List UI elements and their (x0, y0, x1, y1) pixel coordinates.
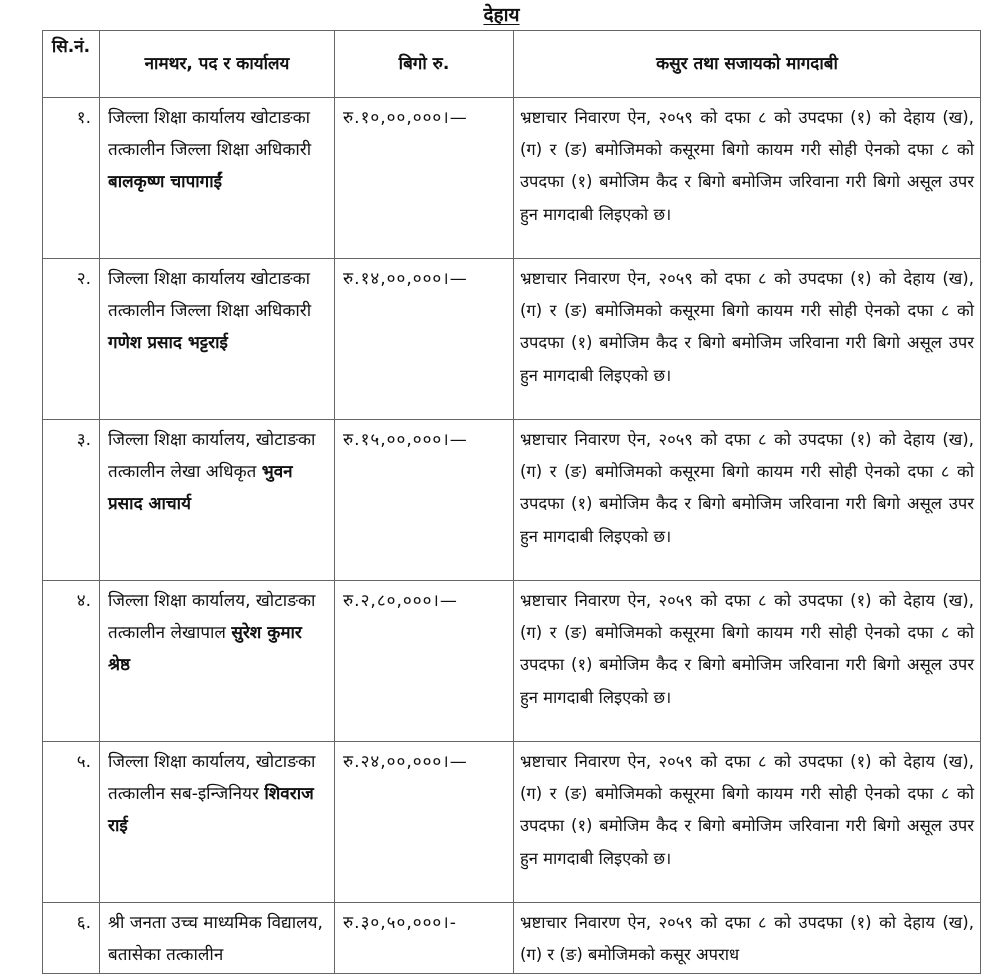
charge-cell: भ्रष्टाचार निवारण ऐन, २०५९ को दफा ८ को उपदफा (१) को देहाय (ख), (ग) र (ङ) बमोजिमको कसूरमा बिगो कायम गरी सोही ऐनको दफा ८ को उपदफा (१) बमोजिम कैद र बिगो बमोजिम जरिवाना गरी बिगो असूल उपर हुन मागदाबी लिइएको छ। (514, 98, 981, 259)
amount-cell: रु.१५,००,०००।— (335, 420, 514, 581)
accused-name-cell (100, 903, 335, 974)
header-serial-number: सि.नं. (43, 31, 100, 98)
accused-name: सुरेश कुमार श्रेष्ठ (108, 623, 302, 675)
charge-cell: भ्रष्टाचार निवारण ऐन, २०५९ को दफा ८ को उपदफा (१) को देहाय (ख), (ग) र (ङ) बमोजिमको कसूर अपराध (514, 903, 981, 974)
serial-number: ६. (43, 903, 100, 974)
table-header-row (43, 31, 981, 98)
serial-number: ३. (43, 420, 100, 581)
name-post-office: श्री जनता उच्च माध्यमिक विद्यालय, बतासेका तत्कालीन (108, 913, 323, 965)
accused-name-cell (100, 581, 335, 742)
table-row (43, 581, 981, 742)
name-post-office: जिल्ला शिक्षा कार्यालय खोटाङका तत्कालीन जिल्ला शिक्षा अधिकारी (108, 108, 312, 160)
amount-cell: रु.१४,००,०००।— (335, 259, 514, 420)
accused-name-cell (100, 742, 335, 903)
table-row (43, 742, 981, 903)
name-post-office: जिल्ला शिक्षा कार्यालय, खोटाङका तत्कालीन लेखा अधिकृत (108, 430, 316, 482)
name-post-office: जिल्ला शिक्षा कार्यालय, खोटाङका तत्कालीन लेखापाल (108, 591, 316, 643)
charge-cell: भ्रष्टाचार निवारण ऐन, २०५९ को दफा ८ को उपदफा (१) को देहाय (ख), (ग) र (ङ) बमोजिमको कसूरमा बिगो कायम गरी सोही ऐनको दफा ८ को उपदफा (१) बमोजिम कैद र बिगो बमोजिम जरिवाना गरी बिगो असूल उपर हुन मागदाबी लिइएको छ। (514, 581, 981, 742)
accused-name: भुवन प्रसाद आचार्य (108, 462, 293, 514)
name-post-office: जिल्ला शिक्षा कार्यालय खोटाङका तत्कालीन जिल्ला शिक्षा अधिकारी (108, 269, 312, 321)
table-row (43, 259, 981, 420)
table-row (43, 420, 981, 581)
name-post-office: जिल्ला शिक्षा कार्यालय, खोटाङका तत्कालीन सब-इन्जिनियर (108, 752, 316, 804)
table-row (43, 98, 981, 259)
amount-cell: रु.२,८०,०००।— (335, 581, 514, 742)
amount-cell: रु.१०,००,०००।— (335, 98, 514, 259)
accused-table (42, 30, 981, 974)
accused-name: शिवराज राई (108, 784, 314, 836)
amount-cell: रु.२४,००,०००।— (335, 742, 514, 903)
document-heading (0, 2, 1003, 28)
header-charge-demand: कसुर तथा सजायको मागदाबी (514, 31, 981, 98)
header-amount: बिगो रु. (335, 31, 514, 98)
charge-cell: भ्रष्टाचार निवारण ऐन, २०५९ को दफा ८ को उपदफा (१) को देहाय (ख), (ग) र (ङ) बमोजिमको कसूरमा बिगो कायम गरी सोही ऐनको दफा ८ को उपदफा (१) बमोजिम कैद र बिगो बमोजिम जरिवाना गरी बिगो असूल उपर हुन मागदाबी लिइएको छ। (514, 420, 981, 581)
amount-cell: रु.३०,५०,०००।- (335, 903, 514, 974)
accused-name: गणेश प्रसाद भट्टराई (108, 333, 228, 353)
serial-number: २. (43, 259, 100, 420)
accused-name-cell (100, 420, 335, 581)
serial-number: ४. (43, 581, 100, 742)
accused-name-cell (100, 98, 335, 259)
accused-name-cell (100, 259, 335, 420)
serial-number: ५. (43, 742, 100, 903)
header-name-post-office: नामथर, पद र कार्यालय (100, 31, 335, 98)
table-row (43, 903, 981, 974)
heading-text: देहाय (483, 4, 520, 26)
accused-name: बालकृष्ण चापागाईं (108, 172, 222, 192)
charge-cell: भ्रष्टाचार निवारण ऐन, २०५९ को दफा ८ को उपदफा (१) को देहाय (ख), (ग) र (ङ) बमोजिमको कसूरमा बिगो कायम गरी सोही ऐनको दफा ८ को उपदफा (१) बमोजिम कैद र बिगो बमोजिम जरिवाना गरी बिगो असूल उपर हुन मागदाबी लिइएको छ। (514, 259, 981, 420)
charge-cell: भ्रष्टाचार निवारण ऐन, २०५९ को दफा ८ को उपदफा (१) को देहाय (ख), (ग) र (ङ) बमोजिमको कसूरमा बिगो कायम गरी सोही ऐनको दफा ८ को उपदफा (१) बमोजिम कैद र बिगो बमोजिम जरिवाना गरी बिगो असूल उपर हुन मागदाबी लिइएको छ। (514, 742, 981, 903)
serial-number: १. (43, 98, 100, 259)
